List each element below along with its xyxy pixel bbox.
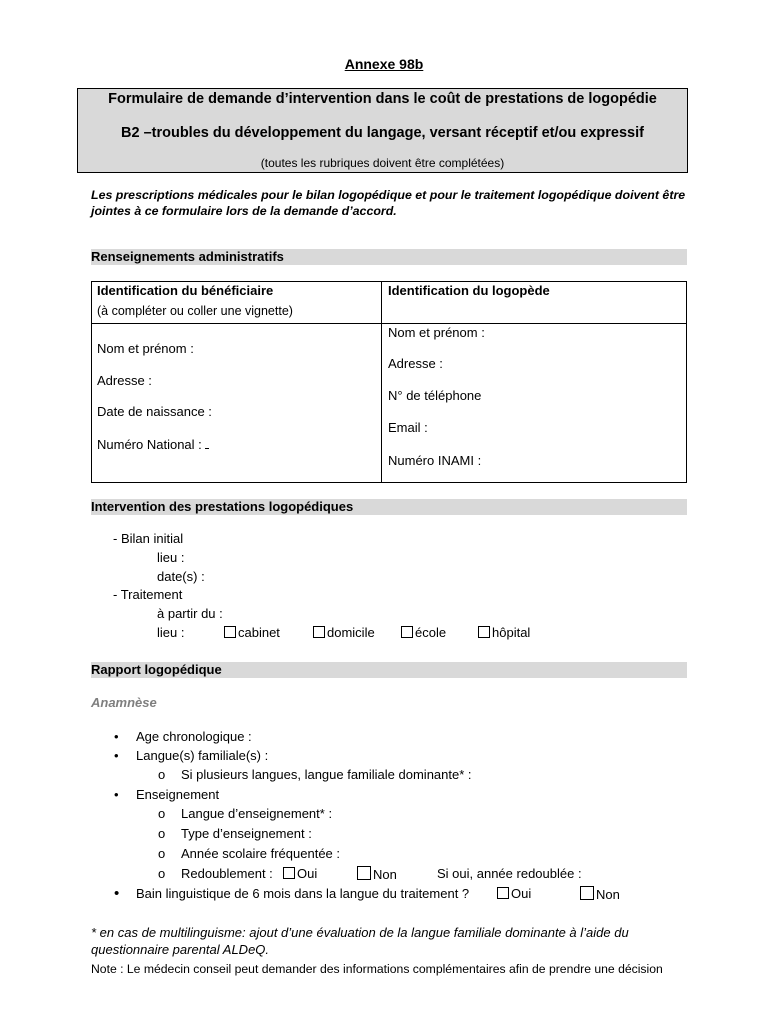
langue-dominante-field[interactable]: Si plusieurs langues, langue familiale dominante* : [181,767,472,782]
option-ecole[interactable] [401,625,446,641]
checkbox-icon[interactable] [580,886,594,900]
table-divider [92,323,382,324]
checkbox-icon[interactable] [357,866,371,880]
section-intervention-heading: Intervention des prestations logopédiques [91,499,687,515]
sub-bullet-icon: o [158,866,166,881]
bilan-dates-field[interactable]: date(s) : [157,569,205,584]
sub-bullet-icon: o [158,767,166,782]
redoublement-non[interactable] [357,866,397,883]
option-hopital[interactable] [478,625,530,641]
option-cabinet-label: cabinet [238,625,280,640]
annee-scolaire-field[interactable]: Année scolaire fréquentée : [181,846,340,861]
sub-bullet-icon: o [158,806,166,821]
redoublement-oui[interactable] [283,866,317,882]
bain-oui-label: Oui [511,886,532,901]
redoublement-oui-label: Oui [297,866,318,881]
option-hopital-label: hôpital [492,625,531,640]
checkbox-icon[interactable] [283,867,295,879]
therapist-title: Identification du logopède [388,283,550,298]
form-subtitle: B2 –troubles du développement du langage, versant réceptif et/ou expressif [121,125,644,141]
input-underline [205,436,209,449]
checkbox-icon[interactable] [478,626,490,638]
therapist-inami-field[interactable]: Numéro INAMI : [388,453,482,468]
checkbox-icon[interactable] [313,626,325,638]
bullet-icon: • [114,787,119,802]
beneficiary-name-field[interactable]: Nom et prénom : [97,341,194,356]
table-divider [381,282,382,482]
therapist-email-field[interactable]: Email : [388,420,428,435]
form-title-box [77,88,688,173]
bain-non-label: Non [596,887,620,902]
option-domicile[interactable] [313,625,375,641]
option-domicile-label: domicile [327,625,375,640]
langue-enseignement-field[interactable]: Langue d’enseignement* : [181,806,333,821]
bullet-icon: • [114,748,119,763]
redoublement-non-label: Non [373,867,397,882]
identification-table [91,281,687,483]
traitement-start-field[interactable]: à partir du : [157,606,223,621]
bain-oui[interactable] [497,886,531,902]
traitement-lieu-label: lieu : [157,625,185,640]
beneficiary-address-field[interactable]: Adresse : [97,373,152,388]
bullet-icon: • [114,729,119,744]
form-instruction: (toutes les rubriques doivent être complétées) [260,156,505,170]
checkbox-icon[interactable] [224,626,236,638]
therapist-address-field[interactable]: Adresse : [388,356,443,371]
form-title: Formulaire de demande d’intervention dans le coût de prestations de logopédie [108,91,657,107]
beneficiary-birthdate-field[interactable]: Date de naissance : [97,404,212,419]
sub-bullet-icon: o [158,846,166,861]
traitement-label: - Traitement [113,587,183,602]
bilan-lieu-field[interactable]: lieu : [157,550,185,565]
enseignement-label: Enseignement [136,787,220,802]
sub-bullet-icon: o [158,826,166,841]
section-rapport-heading: Rapport logopédique [91,662,687,678]
bain-non[interactable] [580,886,620,903]
intro-text: Les prescriptions médicales pour le bilan logopédique et pour le traitement logopédique doivent être jointes à ce formulaire lors de la demande d’accord. [91,188,686,218]
bilan-initial-label: - Bilan initial [113,531,184,546]
note-text: Note : Le médecin conseil peut demander des informations complémentaires afin de prendre une décision [91,962,663,976]
therapist-phone-field[interactable]: N° de téléphone [388,388,482,403]
annee-redoublee-field[interactable]: Si oui, année redoublée : [437,866,582,881]
checkbox-icon[interactable] [401,626,413,638]
beneficiary-national-number-label: Numéro National : [97,437,206,452]
langues-field[interactable]: Langue(s) familiale(s) : [136,748,269,763]
therapist-name-field[interactable]: Nom et prénom : [388,325,485,340]
redoublement-label: Redoublement : [181,866,273,881]
option-cabinet[interactable] [224,625,280,641]
age-field[interactable]: Age chronologique : [136,729,252,744]
table-divider [382,323,686,324]
bullet-icon: • [114,885,120,902]
annex-title: Annexe 98b [344,56,424,72]
type-enseignement-field[interactable]: Type d’enseignement : [181,826,312,841]
anamnese-subheading: Anamnèse [91,695,157,710]
beneficiary-title: Identification du bénéficiaire [97,283,274,298]
footnote: * en cas de multilinguisme: ajout d’une évaluation de la langue familiale dominante à l’aide du questionnaire parental ALDeQ. [91,925,629,957]
option-ecole-label: école [415,625,447,640]
checkbox-icon[interactable] [497,887,509,899]
section-admin-heading: Renseignements administratifs [91,249,687,265]
beneficiary-national-number-field[interactable] [97,436,209,453]
beneficiary-subtitle: (à compléter ou coller une vignette) [97,304,293,318]
bain-linguistique-label: Bain linguistique de 6 mois dans la langue du traitement ? [136,886,470,901]
